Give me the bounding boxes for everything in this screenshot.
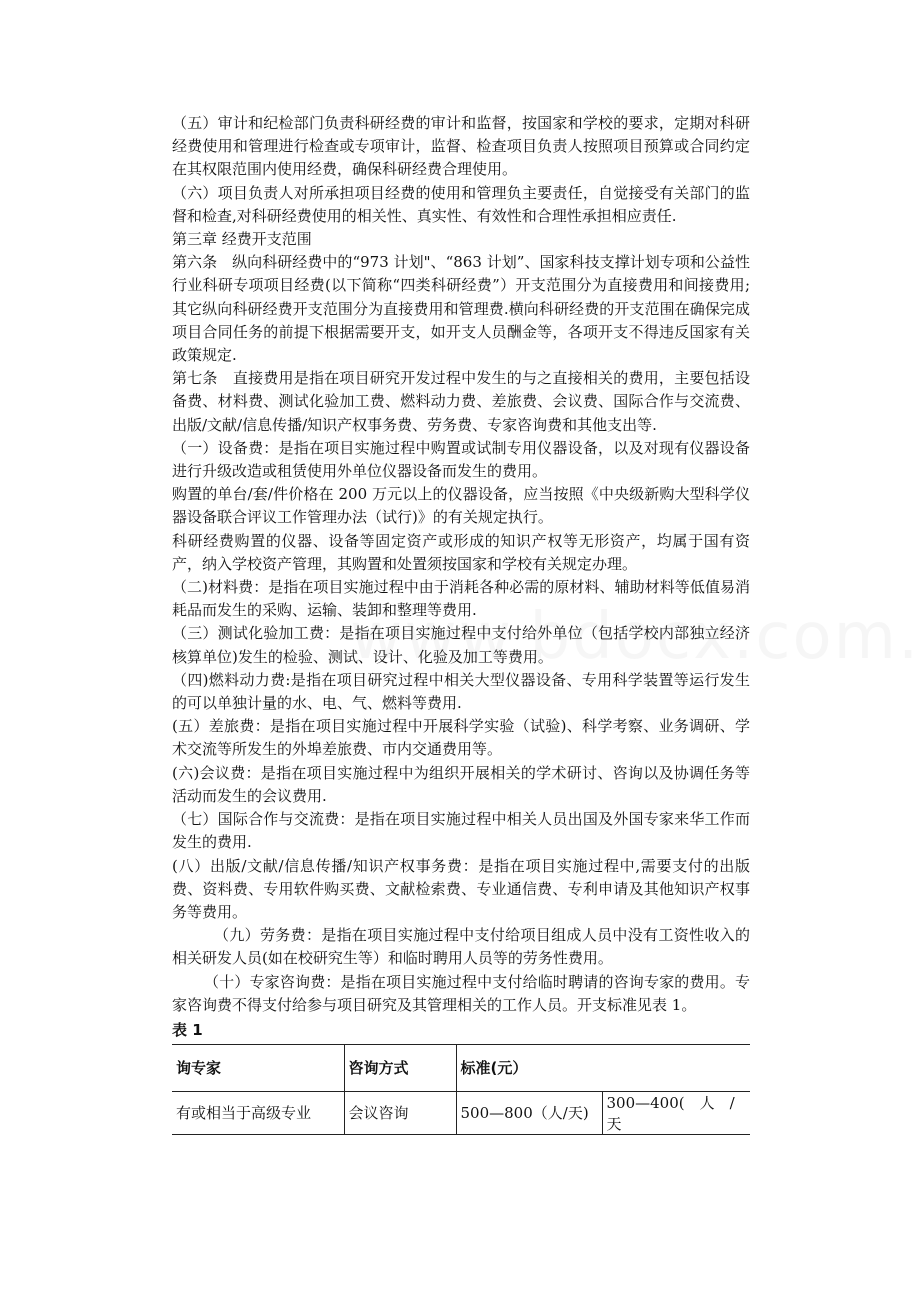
paragraph-article-6: 第六条 纵向科研经费中的“973 计划"、“863 计划”、国家科技支撑计划专项和公益性行业科研专项项目经费(以下简称“四类科研经费”）开支范围分为直接费用和间接费用;其它纵向科研经费开支范围分为直接费用和管理费.横向科研经费的开支范围在确保完成项目合同任务的前提下根据需要开支，如开支人员酬金等，各项开支不得违反国家有关政策规定. [172,253,750,365]
paragraph-project-leader: （六）项目负责人对所承担项目经费的使用和管理负主要责任，自觉接受有关部门的监督和检查,对科研经费使用的相关性、真实性、有效性和合理性承担相应责任. [172,183,750,225]
table-header-cell: 询专家 [172,1044,344,1091]
paragraph-expert-fee: （十）专家咨询费：是指在项目实施过程中支付给临时聘请的咨询专家的费用。专家咨询费不得支付给参与项目研究及其管理相关的工作人员。开支标准见表 1。 [172,972,750,1014]
paragraph-labor-fee: （九）劳务费：是指在项目实施过程中支付给项目组成人员中没有工资性收入的相关研发人员(如在校研究生等）和临时聘用人员等的劳务性费用。 [172,926,750,968]
table-cell: 500—800（人/天) [456,1091,602,1134]
table-cell: 300—400( 人 / 天 [602,1091,750,1134]
paragraph-assets: 科研经费购置的仪器、设备等固定资产或形成的知识产权等无形资产，均属于国有资产，纳入学校资产管理，其购置和处置须按国家和学校有关规定办理。 [172,531,750,573]
fee-standard-table [172,1044,750,1135]
table-header-cell: 咨询方式 [344,1044,456,1091]
table-cell: 会议咨询 [344,1091,456,1134]
paragraph-publication-fee: (八）出版/文献/信息传播/知识产权事务费：是指在项目实施过程中,需要支付的出版费、资料费、专用软件购买费、文献检索费、专业通信费、专利申请及其他知识产权事务等费用。 [172,856,750,921]
table-header-row [172,1044,750,1091]
table-header-cell: 标准(元） [456,1044,750,1091]
paragraph-testing-fee: （三）测试化验加工费：是指在项目实施过程中支付给外单位（包括学校内部独立经济核算单位)发生的检验、测试、设计、化验及加工等费用。 [172,624,750,666]
paragraph-article-7: 第七条 直接费用是指在项目研究开发过程中发生的与之直接相关的费用，主要包括设备费、材料费、测试化验加工费、燃料动力费、差旅费、会议费、国际合作与交流费、出版/文献/信息传播/知识产权事务费、劳务费、专家咨询费和其他支出等. [172,369,750,434]
document-page [172,112,750,1135]
paragraph-materials-fee: （二)材料费：是指在项目实施过程中由于消耗各种必需的原材料、辅助材料等低值易消耗品而发生的采购、运输、装卸和整理等费用. [172,578,750,620]
paragraph-international-fee: （七）国际合作与交流费：是指在项目实施过程中相关人员出国及外国专家来华工作而发生的费用. [172,810,750,852]
paragraph-fuel-fee: （四)燃料动力费:是指在项目研究过程中相关大型仪器设备、专用科学装置等运行发生的可以单独计量的水、电、气、燃料等费用. [172,670,750,713]
chapter-heading: 第三章 经费开支范围 [172,230,312,249]
paragraph-travel-fee: (五）差旅费：是指在项目实施过程中开展科学实验（试验)、科学考察、业务调研、学术交流等所发生的外埠差旅费、市内交通费用等。 [172,717,750,759]
paragraph-equipment-price: 购置的单台/套/件价格在 200 万元以上的仪器设备，应当按照《中央级新购大型科学仪器设备联合评议工作管理办法（试行)》的有关规定执行。 [172,485,750,527]
paragraph-audit: （五）审计和纪检部门负责科研经费的审计和监督，按国家和学校的要求，定期对科研经费使用和管理进行检查或专项审计，监督、检查项目负责人按照项目预算或合同约定在其权限范围内使用经费，确保科研经费合理使用。 [172,114,750,179]
paragraph-equipment-fee: （一）设备费：是指在项目实施过程中购置或试制专用仪器设备，以及对现有仪器设备进行升级改造或租赁使用外单位仪器设备而发生的费用。 [172,438,750,481]
paragraph-meeting-fee: (六)会议费：是指在项目实施过程中为组织开展相关的学术研讨、咨询以及协调任务等活动而发生的会议费用. [172,763,750,805]
table-cell: 有或相当于高级专业 [172,1091,344,1134]
table-row [172,1091,750,1134]
table-title: 表 1 [172,1020,203,1039]
